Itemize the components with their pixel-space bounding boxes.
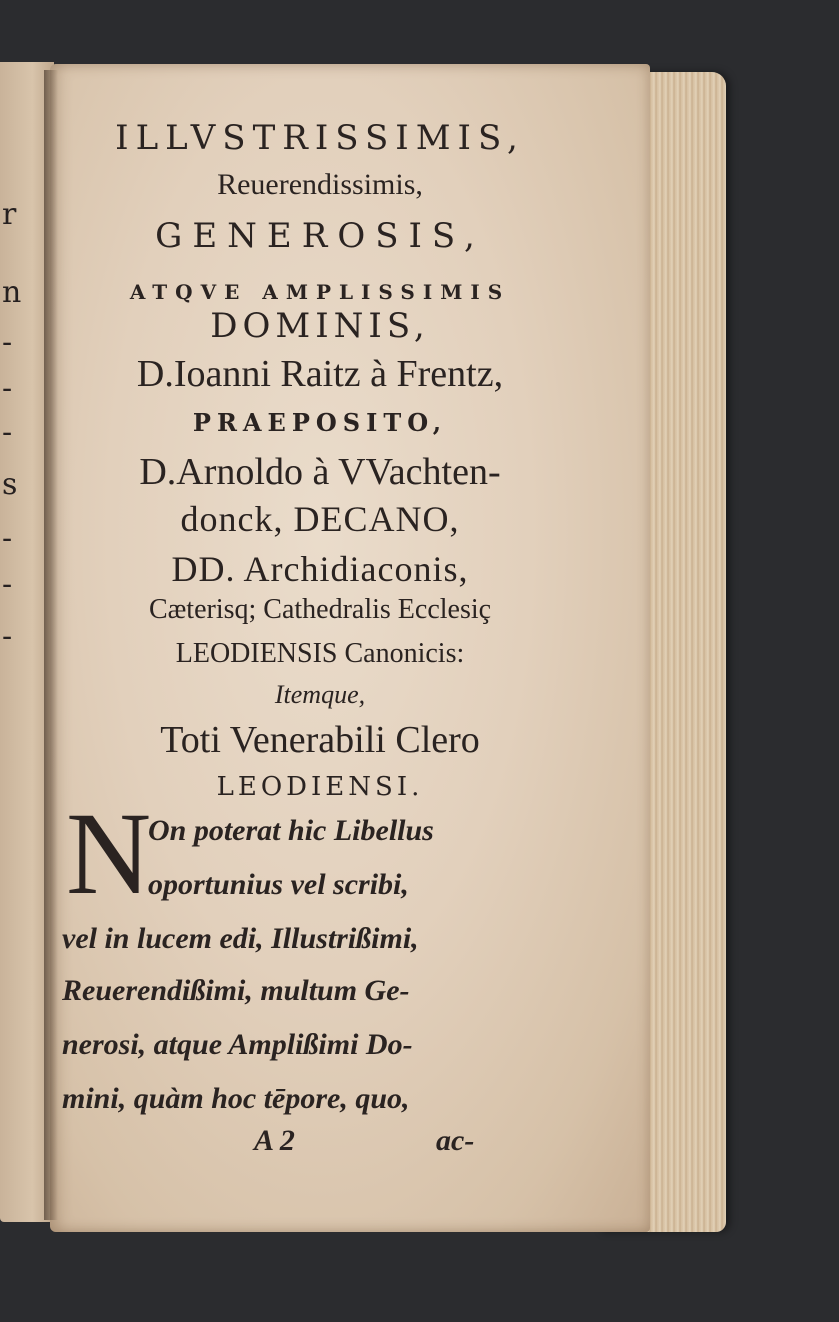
title-line-8: D.Arnoldo à VVachten- xyxy=(139,451,501,493)
body-line-6: mini, quàm hoc tēpore, quo, xyxy=(62,1082,410,1115)
title-line-10: DD. Archidiaconis, xyxy=(171,549,469,589)
title-line-1: ILLVSTRISSIMIS, xyxy=(115,118,525,158)
body-line-3: vel in lucem edi, Illustrißimi, xyxy=(62,922,419,955)
drop-cap: N xyxy=(66,788,152,919)
fragment: n xyxy=(2,275,22,310)
fragment: - xyxy=(2,619,13,654)
title-line-2: Reuerendissimis, xyxy=(217,168,423,201)
title-line-4: ATQVE AMPLISSIMIS xyxy=(129,280,511,304)
title-line-6: D.Ioanni Raitz à Frentz, xyxy=(136,353,504,395)
fragment: s xyxy=(2,467,18,502)
gutter-shadow xyxy=(44,70,58,1220)
title-line-15: LEODIENSI. xyxy=(216,772,424,802)
signature-mark: A 2 xyxy=(254,1124,295,1157)
body-line-4: Reuerendißimi, multum Ge- xyxy=(62,974,410,1007)
title-line-3: GENEROSIS, xyxy=(155,216,485,256)
body-line-2: oportunius vel scribi, xyxy=(148,868,409,901)
fragment: - xyxy=(2,521,13,556)
title-line-12: LEODIENSIS Canonicis: xyxy=(175,638,465,669)
fragment: - xyxy=(2,567,13,602)
title-line-13: Itemque, xyxy=(274,680,366,709)
fragment: - xyxy=(2,371,13,406)
body-line-5: nerosi, atque Amplißimi Do- xyxy=(62,1028,413,1061)
title-line-7: PRAEPOSITO, xyxy=(192,408,448,437)
title-line-14: Toti Venerabili Clero xyxy=(160,719,480,761)
title-line-5: DOMINIS, xyxy=(210,306,430,346)
title-line-9: donck, DECANO, xyxy=(180,499,460,539)
fragment: r xyxy=(2,197,17,232)
catchword: ac- xyxy=(436,1124,475,1157)
fragment: - xyxy=(2,325,13,360)
title-line-11: Cæterisq; Cathedralis Ecclesiç xyxy=(148,594,492,625)
fragment: - xyxy=(2,415,13,450)
body-line-1: On poterat hic Libellus xyxy=(148,814,434,847)
